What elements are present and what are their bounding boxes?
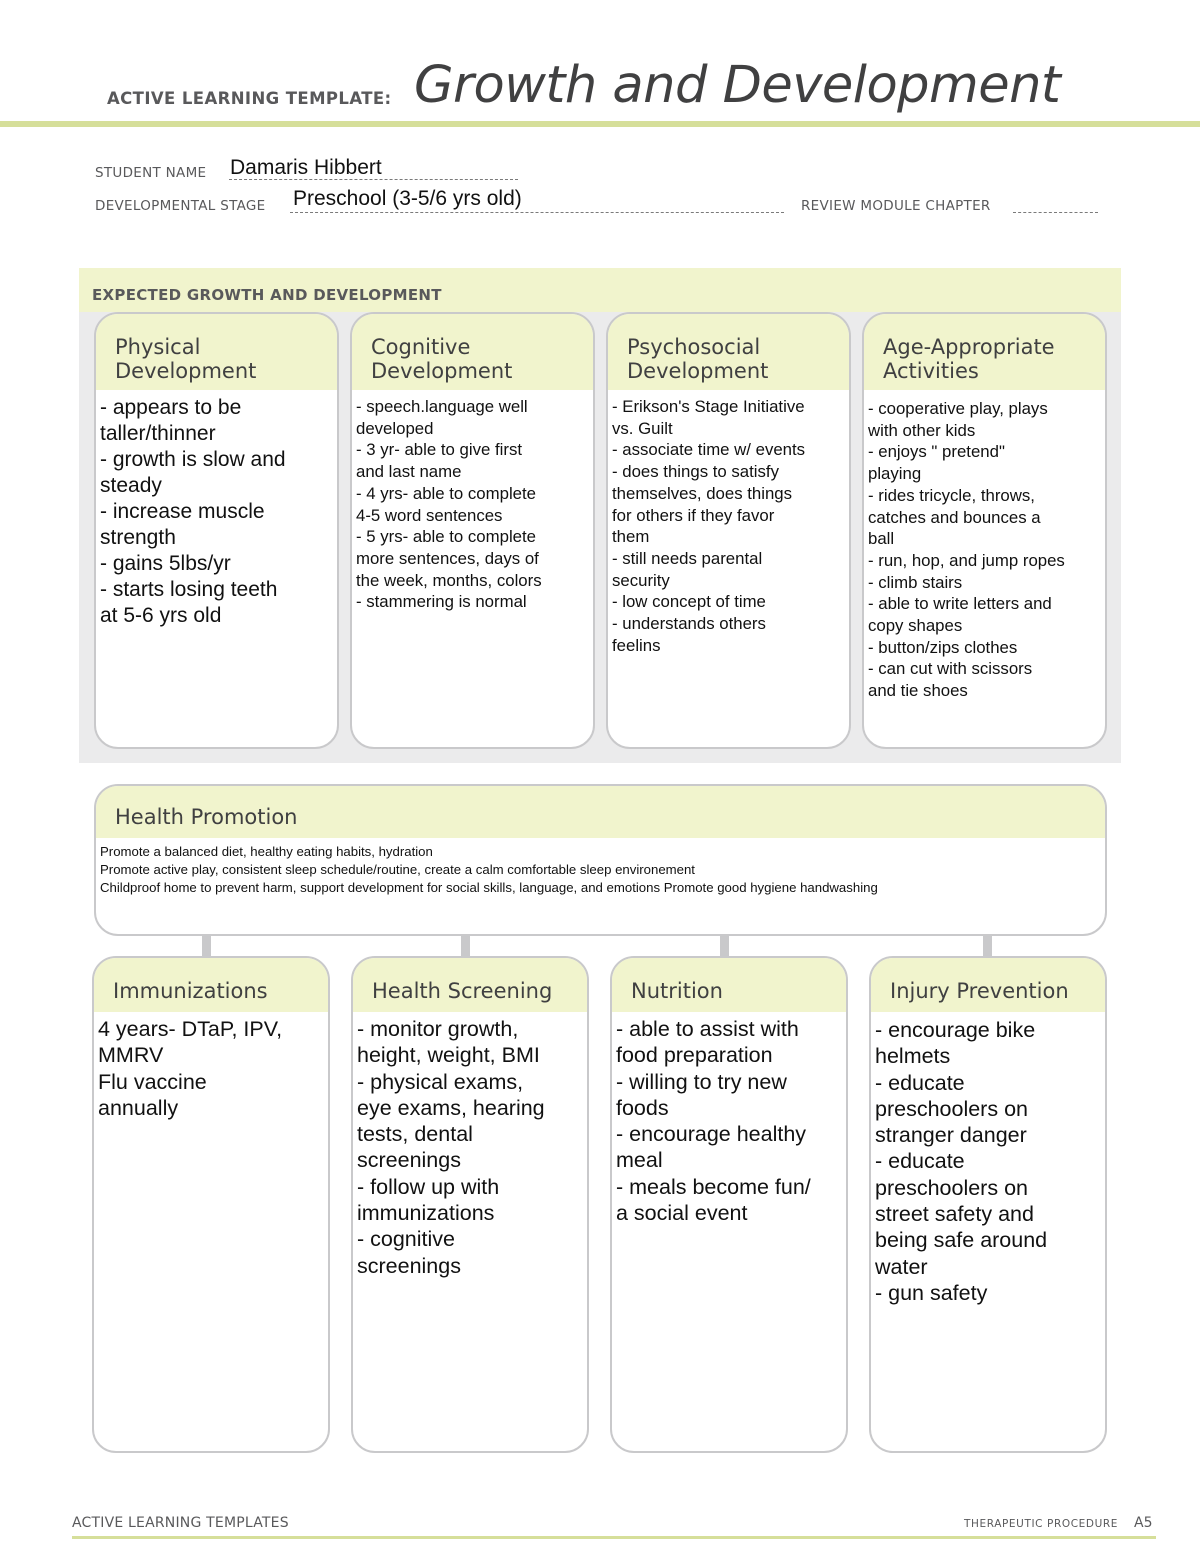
cognitive-development-text[interactable]: - speech.language well developed - 3 yr- able to give first and last name - 4 yrs- able to complete 4-5 word sentences - 5 yrs- able to complete more sentences, days of the week, months, colors - stammering is normal <box>356 397 542 612</box>
connector-line <box>983 935 992 958</box>
health-screening-text[interactable]: - monitor growth, height, weight, BMI - physical exams, eye exams, hearing tests, dental screenings - follow up with immunizations - cognitive screenings <box>357 1017 545 1278</box>
connector-line <box>461 935 470 958</box>
template-label: ACTIVE LEARNING TEMPLATE: <box>107 89 392 108</box>
developmental-stage-line <box>290 212 784 213</box>
connector-line <box>202 935 211 958</box>
cognitive-development-box <box>350 312 595 749</box>
header-divider <box>0 121 1200 127</box>
health-screening-title: Health Screening <box>372 979 553 1003</box>
health-promotion-box <box>94 784 1107 936</box>
injury-prevention-box <box>869 956 1107 1453</box>
footer-divider <box>72 1536 1156 1539</box>
box-header <box>96 314 337 390</box>
physical-development-text[interactable]: - appears to be taller/thinner - growth is slow and steady - increase muscle strength - gains 5lbs/yr - starts losing teeth at 5-6 yrs old <box>100 396 286 627</box>
expected-growth-title: EXPECTED GROWTH AND DEVELOPMENT <box>92 286 442 304</box>
age-appropriate-activities-text[interactable]: - cooperative play, plays with other kids - enjoys " pretend" playing - rides tricycle, throws, catches and bounces a ball - run, hop, and jump ropes - climb stairs - able to write letters and copy shapes - button/zips clothes - can cut with scissors and tie shoes <box>868 399 1065 701</box>
footer-left-label: ACTIVE LEARNING TEMPLATES <box>72 1515 289 1531</box>
psychosocial-development-title: Psychosocial Development <box>627 335 769 383</box>
immunizations-title: Immunizations <box>113 979 268 1003</box>
box-header <box>864 314 1105 390</box>
injury-prevention-title: Injury Prevention <box>890 979 1069 1003</box>
psychosocial-development-box <box>606 312 851 749</box>
box-header <box>94 958 328 1012</box>
nutrition-text[interactable]: - able to assist with food preparation - willing to try new foods - encourage healthy meal - meals become fun/ a social event <box>616 1017 811 1226</box>
nutrition-title: Nutrition <box>631 979 723 1003</box>
box-header <box>612 958 846 1012</box>
age-appropriate-activities-box <box>862 312 1107 749</box>
age-appropriate-activities-title: Age-Appropriate Activities <box>883 335 1055 383</box>
review-module-field[interactable] <box>1013 212 1098 213</box>
developmental-stage-label: DEVELOPMENTAL STAGE <box>95 198 266 214</box>
developmental-stage-field[interactable]: Preschool (3-5/6 yrs old) <box>293 187 522 210</box>
physical-development-box <box>94 312 339 749</box>
nutrition-box <box>610 956 848 1453</box>
health-promotion-title: Health Promotion <box>115 805 298 829</box>
immunizations-text[interactable]: 4 years- DTaP, IPV, MMRV Flu vaccine annually <box>98 1017 283 1120</box>
connector-line <box>720 935 729 958</box>
page-title: Growth and Development <box>414 56 1061 115</box>
review-module-label: REVIEW MODULE CHAPTER <box>801 198 991 214</box>
injury-prevention-text[interactable]: - encourage bike helmets - educate preschoolers on stranger danger - educate preschoolers on street safety and being safe around water - gun safety <box>875 1018 1048 1305</box>
footer-right-label: THERAPEUTIC PROCEDURE <box>964 1518 1118 1530</box>
box-header <box>353 958 587 1012</box>
psychosocial-development-text[interactable]: - Erikson's Stage Initiative vs. Guilt - associate time w/ events - does things to satisfy themselves, does things for others if they favor them - still needs parental security - low concept of time - understands others feelins <box>612 397 806 655</box>
health-screening-box <box>351 956 589 1453</box>
box-header <box>871 958 1105 1012</box>
immunizations-box <box>92 956 330 1453</box>
box-header <box>96 786 1105 838</box>
physical-development-title: Physical Development <box>115 335 257 383</box>
page-number: A5 <box>1134 1515 1153 1531</box>
expected-growth-header <box>79 268 1121 312</box>
box-header <box>352 314 593 390</box>
cognitive-development-title: Cognitive Development <box>371 335 513 383</box>
box-header <box>608 314 849 390</box>
health-promotion-text[interactable]: Promote a balanced diet, healthy eating habits, hydration Promote active play, consistent sleep schedule/routine, create a calm comfortable sleep environement Childproof home to prevent harm, support development for social skills, language, and emotions Promote good hygiene handwashing <box>100 844 878 895</box>
template-header <box>107 56 1107 118</box>
student-name-label: STUDENT NAME <box>95 165 207 181</box>
student-name-field[interactable]: Damaris Hibbert <box>230 156 382 179</box>
